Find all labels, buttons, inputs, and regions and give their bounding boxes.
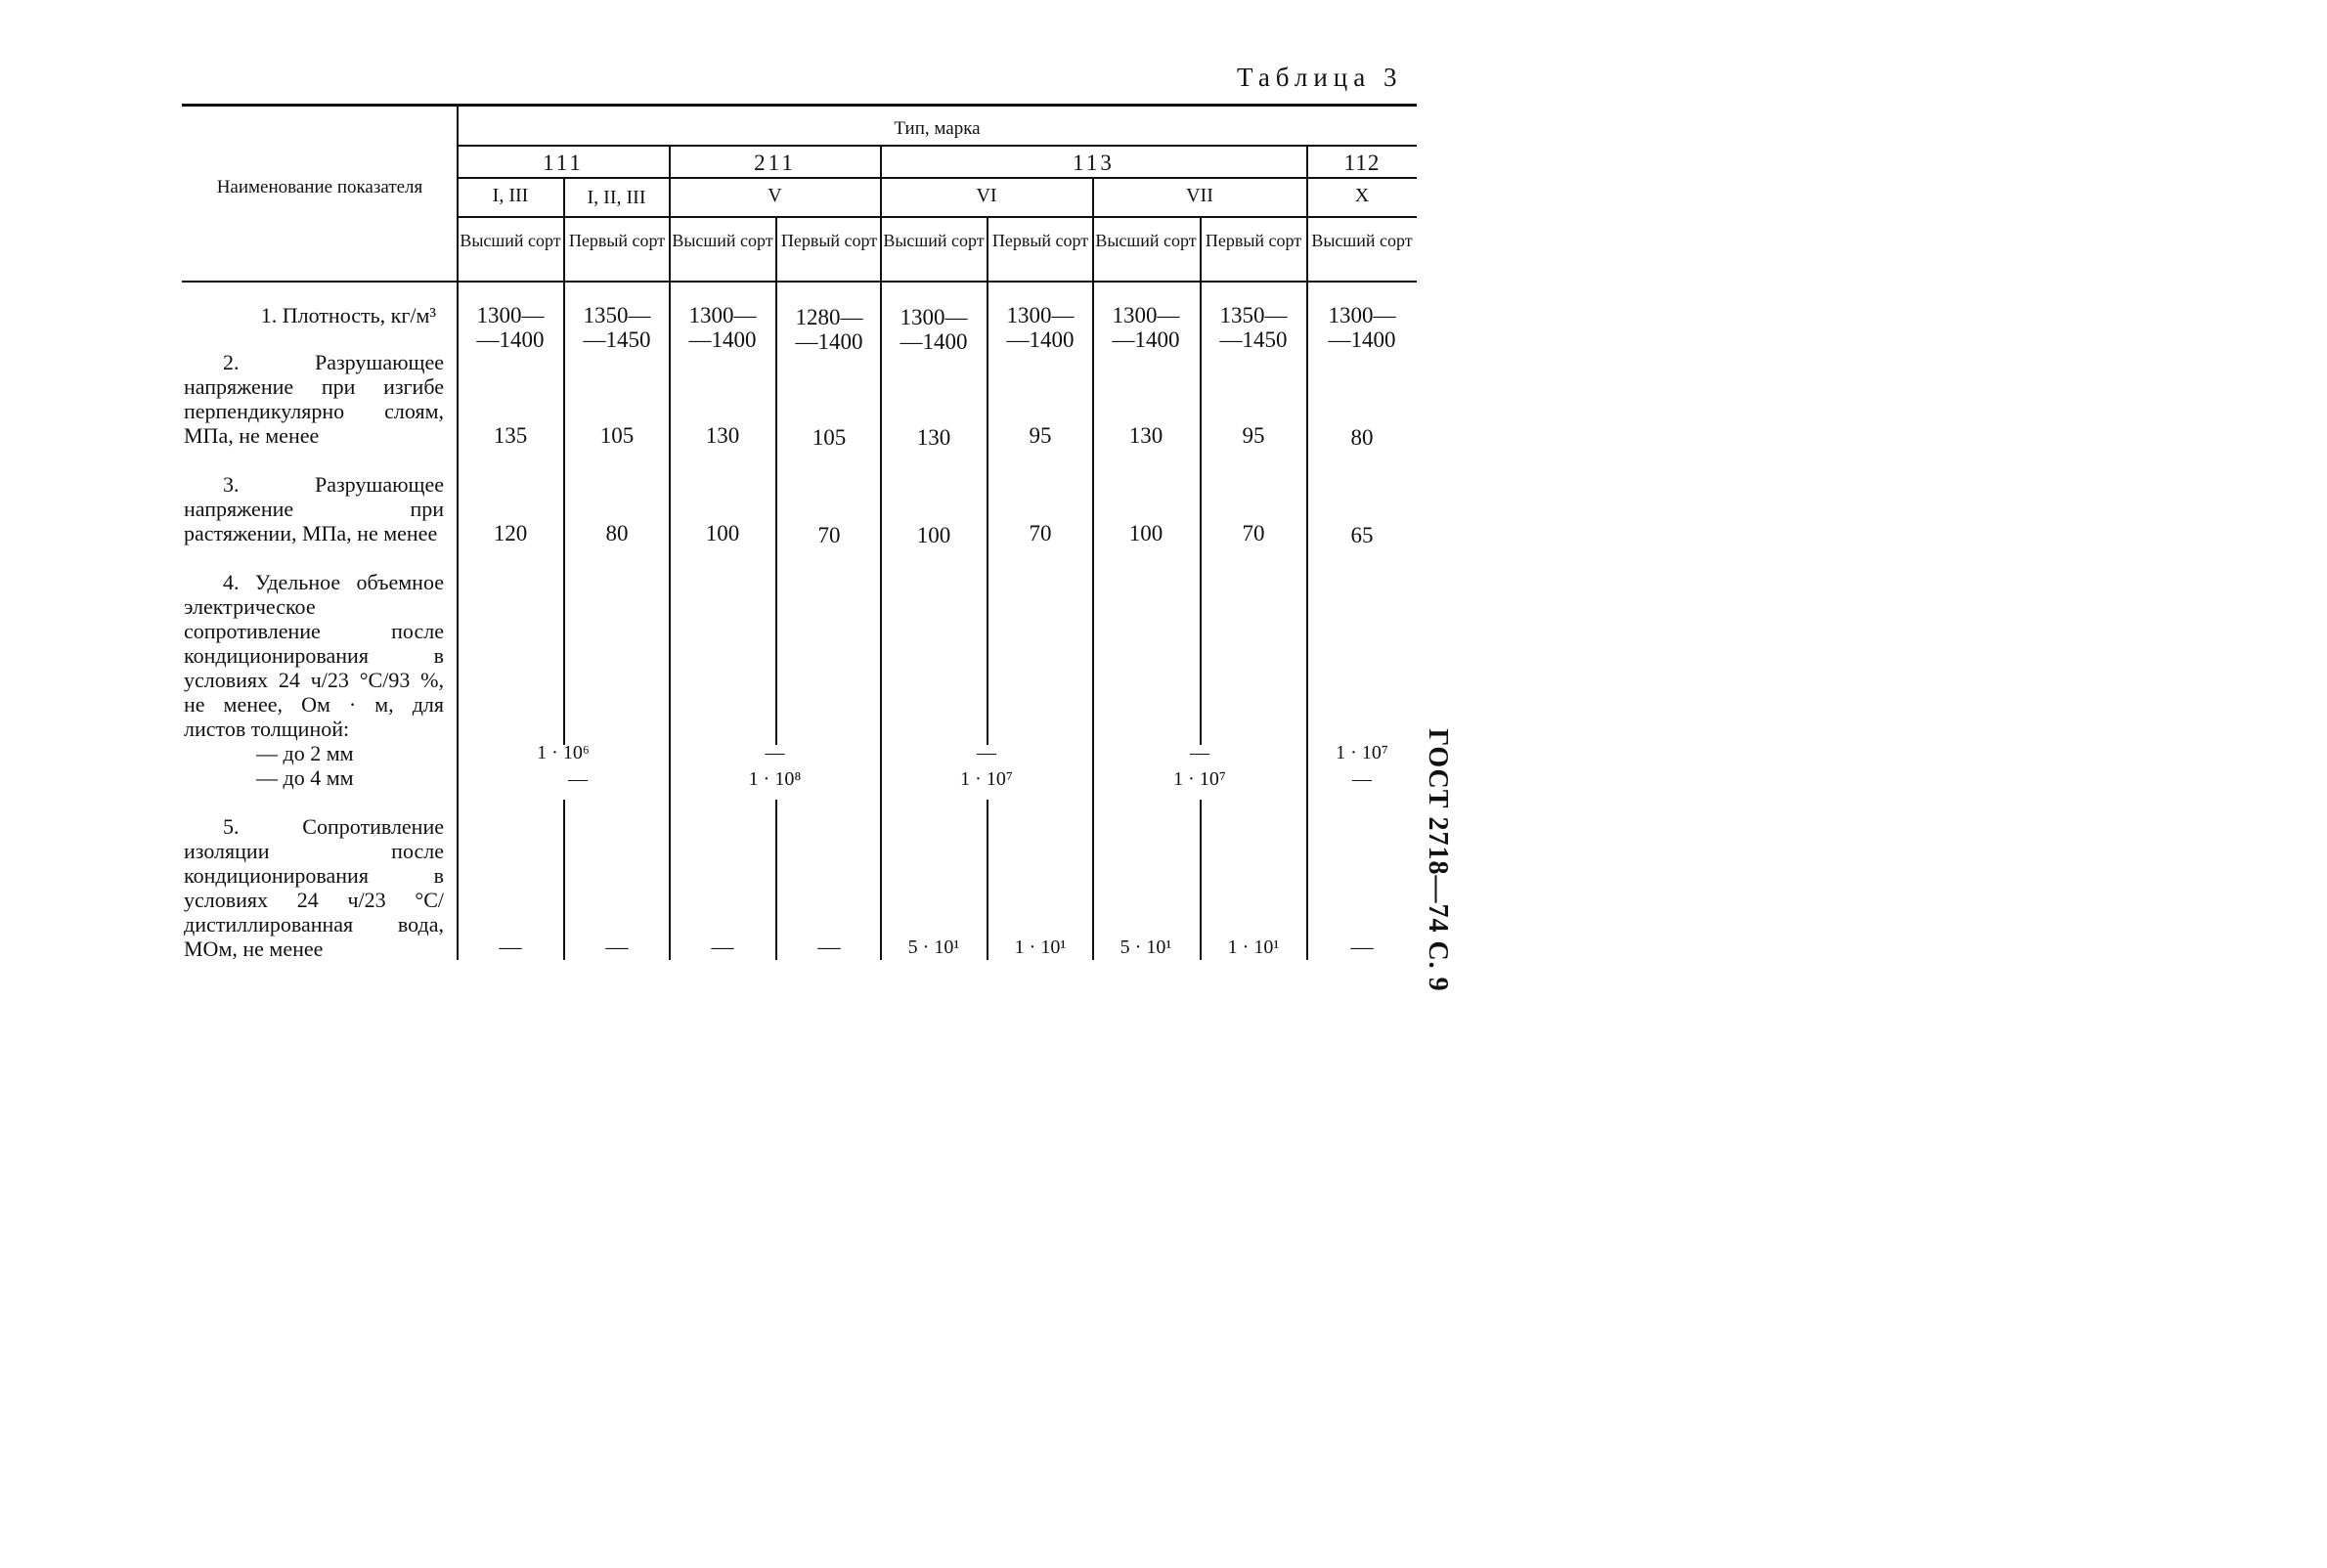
insulation-cell: —: [605, 935, 629, 959]
grade-label: Высший сорт: [1095, 231, 1197, 250]
resistivity-sub-4mm: — до 4 мм: [256, 765, 354, 790]
mark-i-iii: I, III: [492, 185, 529, 206]
mark-x: X: [1354, 185, 1370, 206]
standard-page-label: ГОСТ 2718—74 С. 9: [1423, 728, 1453, 992]
table-top-rule: [182, 104, 1417, 107]
density-cell: 1300— —1400: [1112, 303, 1180, 352]
tension-cell: 80: [605, 521, 629, 545]
name-column-header: Наименование показателя: [216, 177, 423, 197]
mark-vii: VII: [1186, 185, 1213, 206]
insulation-cell: 1 · 10¹: [1227, 936, 1280, 958]
resistivity-2mm-cell: —: [765, 742, 785, 763]
column-rule: [1092, 282, 1094, 960]
grade-label: Высший сорт: [1311, 231, 1413, 250]
tension-cell: 120: [493, 521, 528, 545]
density-cell: 1300— —1400: [1006, 303, 1075, 352]
insulation-cell: —: [817, 935, 841, 959]
insulation-cell: —: [1350, 935, 1374, 959]
grade-label: Первый сорт: [568, 231, 666, 250]
column-rule: [669, 282, 671, 960]
row-name-insulation: 5. Сопротивление изоляции после кондиционирования в условиях 24 ч/23 °С/ дистиллированная вода, МОм, не менее: [184, 814, 444, 961]
tension-cell: 100: [705, 521, 740, 545]
row-name-bending: 2. Разрушающее напряжение при изгибе перпендикулярно слоям, МПа, не менее: [184, 350, 444, 448]
density-cell: 1280— —1400: [795, 305, 863, 354]
resistivity-2mm-cell: —: [1190, 742, 1209, 763]
bending-cell: 95: [1242, 423, 1265, 448]
density-cell: 1350— —1450: [583, 303, 651, 352]
mark-v: V: [768, 185, 782, 206]
bending-cell: 95: [1029, 423, 1052, 448]
type-211: 211: [754, 151, 796, 175]
header-rule: [457, 216, 1417, 218]
bending-cell: 130: [705, 423, 740, 448]
tension-cell: 100: [1128, 521, 1164, 545]
grade-label: Первый сорт: [780, 231, 878, 250]
mark-vi: VI: [976, 185, 997, 206]
row-name-density: 1. Плотность, кг/м³: [260, 303, 436, 327]
mark-i-ii-iii: I, II, III: [587, 187, 646, 208]
resistivity-4mm-cell: 1 · 10⁸: [748, 768, 802, 790]
grade-label: Высший сорт: [672, 231, 773, 250]
insulation-cell: —: [499, 935, 522, 959]
insulation-cell: 5 · 10¹: [1120, 936, 1172, 958]
bending-cell: 130: [1128, 423, 1164, 448]
type-113: 113: [1073, 151, 1115, 175]
bending-cell: 80: [1350, 425, 1374, 450]
resistivity-4mm-cell: —: [1352, 768, 1372, 790]
resistivity-2mm-cell: 1 · 10⁷: [1336, 742, 1388, 763]
density-cell: 1350— —1450: [1219, 303, 1288, 352]
insulation-cell: 5 · 10¹: [907, 936, 960, 958]
density-cell: 1300— —1400: [1328, 303, 1396, 352]
bending-cell: 130: [916, 425, 951, 450]
tension-cell: 70: [1029, 521, 1052, 545]
density-cell: 1300— —1400: [688, 303, 757, 352]
tension-cell: 70: [817, 523, 841, 547]
resistivity-4mm-cell: 1 · 10⁷: [1173, 768, 1226, 790]
type-111: 111: [543, 151, 584, 175]
header-bottom-rule: [182, 281, 1417, 283]
column-rule: [457, 282, 459, 960]
header-rule: [457, 145, 1417, 147]
resistivity-sub-2mm: — до 2 мм: [256, 741, 354, 765]
column-rule: [1306, 282, 1308, 960]
tension-cell: 100: [916, 523, 951, 547]
column-rule: [880, 282, 882, 960]
insulation-cell: —: [711, 935, 734, 959]
tension-cell: 70: [1242, 521, 1265, 545]
grade-label: Первый сорт: [991, 231, 1089, 250]
row-name-tension: 3. Разрушающее напряжение при растяжении, МПа, не менее: [184, 472, 444, 545]
type-mark-header: Тип, марка: [894, 118, 981, 139]
bending-cell: 105: [812, 425, 847, 450]
density-cell: 1300— —1400: [900, 305, 968, 354]
grade-label: Первый сорт: [1205, 231, 1302, 250]
resistivity-4mm-cell: 1 · 10⁷: [960, 768, 1013, 790]
header-rule: [457, 177, 1417, 179]
insulation-cell: 1 · 10¹: [1014, 936, 1067, 958]
bending-cell: 135: [493, 423, 528, 448]
resistivity-2mm-cell: —: [977, 742, 996, 763]
row-name-resistivity: 4. Удельное объемное электрическое сопротивление после кондиционирования в условиях 24 ч/23 °С/93 %, не менее, Ом · м, для листов толщиной:: [184, 570, 444, 741]
density-cell: 1300— —1400: [476, 303, 545, 352]
tension-cell: 65: [1350, 523, 1374, 547]
bending-cell: 105: [599, 423, 635, 448]
resistivity-4mm-cell: —: [568, 768, 588, 790]
type-112: 112: [1343, 151, 1381, 175]
table-caption: Таблица 3: [1237, 63, 1403, 92]
grade-label: Высший сорт: [883, 231, 985, 250]
resistivity-2mm-cell: 1 · 10⁶: [537, 742, 590, 763]
grade-label: Высший сорт: [460, 231, 561, 250]
